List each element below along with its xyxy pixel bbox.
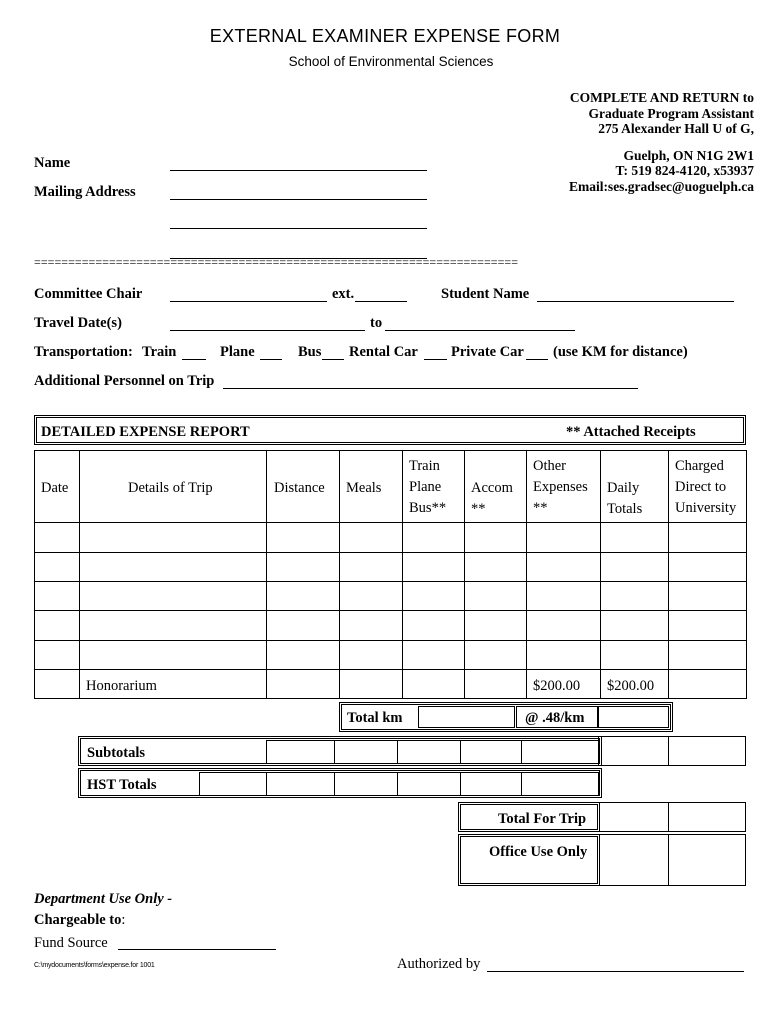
chargeable-label: Chargeable to bbox=[34, 912, 122, 928]
header-daily bbox=[607, 478, 642, 520]
travel-date-to-field[interactable] bbox=[385, 330, 575, 331]
table-cell-train-plane-bus[interactable] bbox=[402, 581, 465, 611]
header-other bbox=[533, 456, 588, 519]
table-cell-date[interactable] bbox=[34, 640, 80, 670]
hst-cell[interactable] bbox=[521, 772, 599, 796]
table-cell-details[interactable] bbox=[79, 610, 267, 641]
km-amount-cell[interactable] bbox=[598, 706, 669, 728]
student-name-label: Student Name bbox=[441, 286, 530, 302]
subtotal-cell[interactable] bbox=[334, 740, 398, 764]
total-km-label: Total km bbox=[347, 710, 403, 726]
subtotal-cell[interactable] bbox=[460, 740, 522, 764]
header-charged-line-2: Direct to bbox=[675, 479, 727, 495]
plane-label: Plane bbox=[220, 344, 255, 360]
table-cell-train-plane-bus[interactable] bbox=[402, 640, 465, 670]
to-label: to bbox=[370, 315, 383, 331]
hst-cell[interactable] bbox=[397, 772, 461, 796]
table-cell-date[interactable] bbox=[34, 522, 80, 553]
ext-label: ext. bbox=[332, 286, 355, 302]
table-cell-charged-direct[interactable] bbox=[668, 552, 747, 582]
table-cell-charged-direct[interactable] bbox=[668, 610, 747, 641]
rental-car-label: Rental Car bbox=[349, 344, 418, 360]
receipts-note: ** Attached Receipts bbox=[566, 424, 696, 440]
subtotals-label: Subtotals bbox=[87, 745, 146, 761]
table-cell-date[interactable] bbox=[34, 669, 80, 699]
header-charged-line-1: Charged bbox=[675, 458, 724, 474]
subtotal-cell[interactable] bbox=[266, 740, 335, 764]
table-cell-details[interactable] bbox=[79, 581, 267, 611]
authorized-by-label: Authorized by bbox=[397, 956, 481, 972]
total-trip-daily-cell[interactable] bbox=[599, 802, 669, 832]
ext-field[interactable] bbox=[355, 301, 407, 302]
chargeable-line bbox=[34, 912, 125, 929]
subtotal-cell[interactable] bbox=[598, 736, 669, 766]
form-title: EXTERNAL EXAMINER EXPENSE FORM bbox=[209, 26, 561, 46]
table-cell-train-plane-bus[interactable] bbox=[402, 552, 465, 582]
return-line-4: Guelph, ON N1G 2W1 bbox=[623, 147, 754, 163]
km-note: (use KM for distance) bbox=[553, 344, 688, 360]
file-path: C:\mydocuments\forms\expense.for 1001 bbox=[34, 962, 155, 969]
table-cell-distance[interactable] bbox=[266, 522, 340, 553]
table-cell-details[interactable] bbox=[79, 522, 267, 553]
header-accom-line-2: ** bbox=[471, 501, 486, 517]
student-name-field[interactable] bbox=[537, 301, 734, 302]
honorarium-label: Honorarium bbox=[86, 678, 157, 694]
honorarium-daily-total: $200.00 bbox=[607, 678, 655, 694]
table-cell-meals[interactable] bbox=[339, 669, 403, 699]
header-accom bbox=[471, 478, 513, 520]
header-charged-line-3: University bbox=[675, 500, 737, 516]
name-label: Name bbox=[34, 155, 71, 171]
hst-label: HST Totals bbox=[87, 777, 157, 793]
table-cell-daily-totals[interactable] bbox=[600, 640, 669, 670]
table-cell-meals[interactable] bbox=[339, 640, 403, 670]
subtotal-cell[interactable] bbox=[397, 740, 461, 764]
office-use-charged-cell[interactable] bbox=[668, 834, 746, 886]
header-other-line-1: Other bbox=[533, 458, 567, 474]
header-details: Details of Trip bbox=[128, 480, 213, 496]
committee-chair-field[interactable] bbox=[170, 301, 327, 302]
table-cell-charged-direct[interactable] bbox=[668, 522, 747, 553]
plane-field[interactable] bbox=[260, 359, 282, 360]
header-daily-line-2: Totals bbox=[607, 501, 643, 517]
table-cell-daily-totals[interactable] bbox=[600, 581, 669, 611]
table-cell-accom[interactable] bbox=[464, 669, 527, 699]
table-cell-date[interactable] bbox=[34, 581, 80, 611]
table-cell-charged-direct[interactable] bbox=[668, 640, 747, 670]
table-cell-accom[interactable] bbox=[464, 610, 527, 641]
table-cell-meals[interactable] bbox=[339, 581, 403, 611]
mailing-address-field-2[interactable] bbox=[170, 228, 427, 229]
return-line-3: 275 Alexander Hall U of G, bbox=[598, 121, 754, 136]
header-train-line-1: Train bbox=[409, 458, 440, 474]
table-cell-distance[interactable] bbox=[266, 552, 340, 582]
subtotal-cell[interactable] bbox=[521, 740, 599, 764]
department-use-label: Department Use Only - bbox=[34, 891, 173, 907]
private-car-field[interactable] bbox=[526, 359, 548, 360]
office-use-label: Office Use Only bbox=[489, 844, 588, 860]
form-subtitle: School of Environmental Sciences bbox=[288, 54, 494, 69]
additional-personnel-field[interactable] bbox=[223, 388, 638, 389]
hst-cell[interactable] bbox=[460, 772, 522, 796]
train-label: Train bbox=[142, 344, 177, 360]
report-title: DETAILED EXPENSE REPORT bbox=[41, 424, 250, 440]
table-cell-other-expenses[interactable] bbox=[526, 640, 601, 670]
table-cell-other-expenses[interactable] bbox=[526, 552, 601, 582]
separator: ======================================================================= bbox=[34, 255, 519, 269]
rental-car-field[interactable] bbox=[424, 359, 447, 360]
additional-personnel-label: Additional Personnel on Trip bbox=[34, 373, 215, 389]
table-cell-accom[interactable] bbox=[464, 552, 527, 582]
table-cell-meals[interactable] bbox=[339, 552, 403, 582]
header-distance: Distance bbox=[274, 480, 325, 496]
return-block bbox=[569, 90, 754, 194]
travel-dates-label: Travel Date(s) bbox=[34, 315, 122, 331]
private-car-label: Private Car bbox=[451, 344, 524, 360]
table-cell-daily-totals[interactable] bbox=[600, 610, 669, 641]
fund-source-field[interactable] bbox=[118, 949, 276, 950]
header-daily-line-1: Daily bbox=[607, 480, 640, 496]
rate-label: @ .48/km bbox=[525, 710, 585, 726]
chargeable-colon: : bbox=[121, 912, 126, 928]
authorized-by-field[interactable] bbox=[487, 971, 744, 972]
table-cell-distance[interactable] bbox=[266, 610, 340, 641]
table-cell-distance[interactable] bbox=[266, 669, 340, 699]
table-cell-accom[interactable] bbox=[464, 522, 527, 553]
hst-cell[interactable] bbox=[199, 772, 267, 796]
train-field[interactable] bbox=[182, 359, 206, 360]
return-line-1: COMPLETE AND RETURN to bbox=[569, 90, 754, 105]
transportation-label: Transportation: bbox=[34, 344, 133, 360]
table-cell-date[interactable] bbox=[34, 610, 80, 641]
header-train bbox=[409, 456, 446, 519]
return-line-2: Graduate Program Assistant bbox=[588, 105, 754, 121]
total-km-value-cell[interactable] bbox=[418, 706, 515, 728]
table-cell-meals[interactable] bbox=[339, 610, 403, 641]
table-cell-train-plane-bus[interactable] bbox=[402, 610, 465, 641]
hst-cell[interactable] bbox=[266, 772, 335, 796]
table-cell-distance[interactable] bbox=[266, 581, 340, 611]
header-meals: Meals bbox=[346, 480, 382, 496]
header-other-line-2: Expenses bbox=[533, 479, 588, 495]
fund-source-label: Fund Source bbox=[34, 935, 108, 951]
table-cell-accom[interactable] bbox=[464, 640, 527, 670]
header-accom-line-1: Accom bbox=[471, 480, 513, 496]
table-cell-accom[interactable] bbox=[464, 581, 527, 611]
table-cell-distance[interactable] bbox=[266, 640, 340, 670]
name-field[interactable] bbox=[170, 170, 427, 171]
hst-cell[interactable] bbox=[334, 772, 398, 796]
table-cell-train-plane-bus[interactable] bbox=[402, 522, 465, 553]
table-cell-details[interactable] bbox=[79, 640, 267, 670]
table-cell-charged-direct[interactable] bbox=[668, 581, 747, 611]
total-trip-label: Total For Trip bbox=[498, 811, 587, 827]
bus-label: Bus bbox=[298, 344, 322, 360]
header-other-line-3: ** bbox=[533, 500, 548, 516]
table-cell-meals[interactable] bbox=[339, 522, 403, 553]
travel-date-from-field[interactable] bbox=[170, 330, 365, 331]
table-cell-details[interactable] bbox=[79, 552, 267, 582]
header-charged bbox=[675, 456, 736, 519]
mailing-address-label: Mailing Address bbox=[34, 184, 136, 200]
subtotal-cell[interactable] bbox=[668, 736, 746, 766]
table-cell-train-plane-bus[interactable] bbox=[402, 669, 465, 699]
return-line-5: T: 519 824-4120, x53937 bbox=[615, 163, 754, 178]
table-cell-daily-totals[interactable] bbox=[600, 552, 669, 582]
table-cell-daily-totals[interactable] bbox=[600, 522, 669, 553]
office-use-daily-cell[interactable] bbox=[599, 834, 669, 886]
table-cell-other-expenses[interactable] bbox=[526, 581, 601, 611]
table-cell-other-expenses[interactable] bbox=[526, 522, 601, 553]
header-date: Date bbox=[41, 480, 69, 496]
table-cell-date[interactable] bbox=[34, 552, 80, 582]
header-train-line-2: Plane bbox=[409, 479, 442, 495]
committee-chair-label: Committee Chair bbox=[34, 286, 143, 302]
table-cell-charged-direct[interactable] bbox=[668, 669, 747, 699]
table-cell-other-expenses[interactable] bbox=[526, 610, 601, 641]
return-line-6: Email:ses.gradsec@uoguelph.ca bbox=[568, 178, 754, 194]
header-train-line-3: Bus** bbox=[409, 500, 447, 516]
bus-field[interactable] bbox=[322, 359, 344, 360]
total-trip-charged-cell[interactable] bbox=[668, 802, 746, 832]
mailing-address-field-1[interactable] bbox=[170, 199, 427, 200]
honorarium-other-expenses: $200.00 bbox=[533, 678, 581, 694]
